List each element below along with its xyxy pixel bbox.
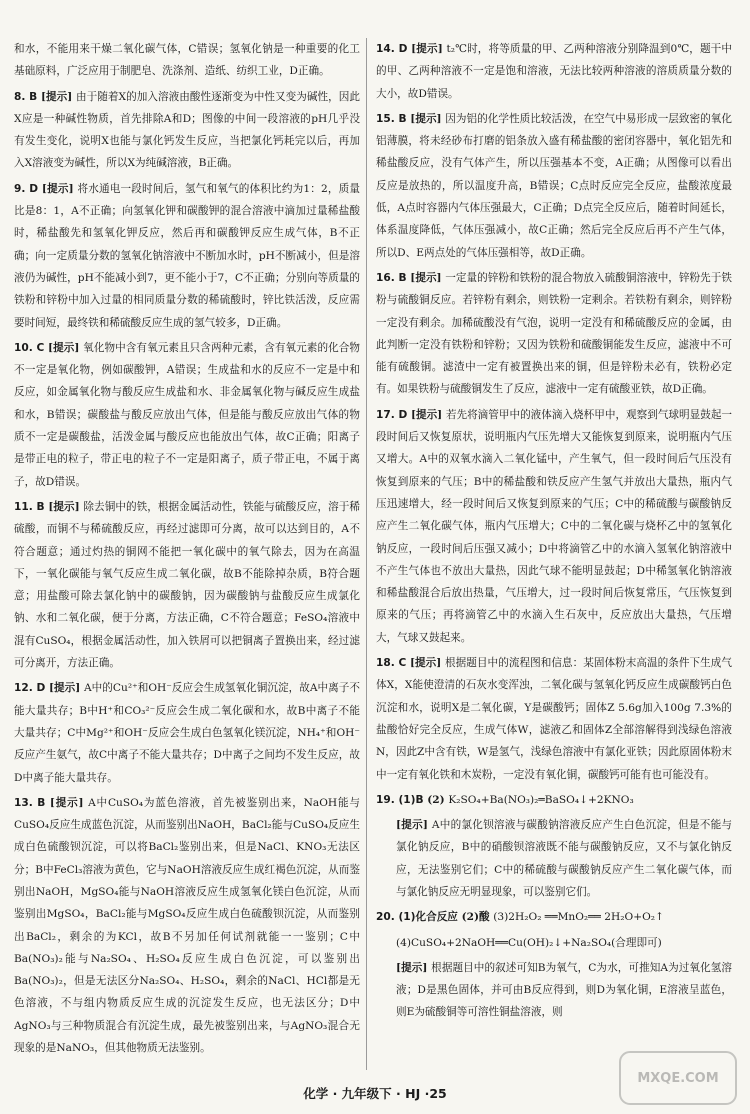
answer-text: 若先将滴管甲中的液体滴入烧杯甲中，观察到气球明显鼓起一段时间后又恢复原状，说明瓶内气压先增大又能恢复到原来，说明瓶内气压又增大。A中的双氧水滴入二氧化锰中，产生氧气，但一段时间后气压没有恢复到原来的气压；B中的稀盐酸和铁反应产生氢气并放出大量热，瓶内气压迅速增大，经一段时间后又恢复到原来的气压；C中的稀硫酸与碳酸钠反应产生二氧化碳气体，瓶内气压增大；C中的二氧化碳与烧杯乙中的氢氧化钠反应，一段时间后压强又减小；D中将滴管乙中的水滴入氢氧化钠溶液中不产生气体也不放出大量热，因此气球不能明显鼓起；D中稀氢氧化钠溶液和稀盐酸混合后放出热量，气压增大，过一段时间后恢复常压，气压恢复到原来的气压；再将滴管乙中的水滴入生石灰中，反应放出大量热，气压增大，气球又鼓起来。 bbox=[376, 408, 732, 644]
watermark-logo bbox=[618, 1048, 738, 1108]
left-intro bbox=[14, 38, 360, 83]
question-number: 12. bbox=[14, 682, 37, 695]
question-number: 8. bbox=[14, 90, 30, 103]
question-number: 19. bbox=[376, 793, 399, 806]
hint-label: [提示] bbox=[396, 961, 432, 974]
question-number: 14. bbox=[376, 43, 399, 55]
hint-label: [提示] bbox=[411, 43, 447, 55]
question-number: 15. bbox=[376, 112, 399, 125]
question-number: 10. bbox=[14, 341, 37, 354]
answer-item bbox=[376, 932, 732, 954]
answer-choice: B bbox=[29, 90, 41, 103]
hint-label: [提示] bbox=[410, 408, 446, 421]
answer-item bbox=[14, 792, 360, 1060]
answer-text: 一定量的锌粉和铁粉的混合物放入硫酸铜溶液中，锌粉先于铁粉与硫酸铜反应。若锌粉有剩余，则铁粉一定剩余。若铁粉有剩余，则锌粉一定没有剩余。加稀硫酸没有气泡，说明一定没有和稀硫酸反应的金属，由此判断一定没有铁粉和锌粉；又因为铁粉和硫酸铜能发生反应，滤液中不可能有硫酸铜。滤渣中一定有被置换出来的铜，但是锌粉未必有，铁粉必定有。如果铁粉与硫酸铜发生了反应，滤液中一定有硫酸亚铁，故D正确。 bbox=[376, 271, 732, 396]
answer-choice: (1)化合反应 bbox=[398, 911, 462, 924]
answer-text: 氧化物中含有氧元素且只含两种元素，含有氧元素的化合物不一定是氧化物，例如碳酸钾，A错误；生成盐和水的反应不一定是中和反应，如金属氧化物与酸反应生成盐和水、非金属氧化物与碱反应生成盐和水，B错误；碳酸盐与酸反应放出气体，但是能与酸反应放出气体的物质不一定是碳酸盐，活泼金属与酸反应也能放出气体，故C正确；阳离子是带正电的粒子，带正电的粒子不一定是阳离子，质子带正电，不属于离子，故D错误。 bbox=[14, 341, 360, 488]
question-number: 9. bbox=[14, 182, 30, 195]
hint-label: [提示] bbox=[410, 271, 446, 284]
hint-label: [提示] bbox=[40, 90, 76, 103]
answer-item bbox=[376, 38, 732, 105]
hint-label: [提示] bbox=[41, 182, 78, 195]
question-number: 20. bbox=[376, 911, 399, 924]
hint-label: [提示] bbox=[410, 657, 446, 670]
answer-text: A中的Cu²⁺和OH⁻反应会生成氢氧化铜沉淀，故A中离子不能大量共存；B中H⁺和CO₃²⁻反应会生成二氧化碳和水，故B中离子不能大量共存；C中Mg²⁺和OH⁻反应会生成白色氢氧化镁沉淀，NH₄⁺和OH⁻反应产生氨气，故C中离子不能大量共存；D中离子之间均不发生反应，故D中离子能大量共存。 bbox=[14, 682, 360, 784]
right-column bbox=[376, 38, 732, 1078]
column-divider bbox=[366, 38, 367, 1070]
answer-item bbox=[376, 906, 732, 928]
answer-text: 根据题目中的叙述可知B为氧气，C为水，可推知A为过氧化氢溶液；D是黑色固体，并可由B反应得到，则D为氧化铜，E溶液呈蓝色，则E为硫酸铜等可溶性铜盐溶液，则 bbox=[396, 961, 732, 1019]
answer-choice: B bbox=[37, 796, 50, 809]
answer-item bbox=[376, 267, 732, 401]
question-number: 13. bbox=[14, 796, 38, 809]
answer-text: t₂℃时，将等质量的甲、乙两种溶液分别降温到0℃，题干中的甲、乙两种溶液不一定是饱和溶液，无法比较两种溶液的溶质质量分数的大小，故D错误。 bbox=[376, 43, 732, 100]
answer-text: A中CuSO₄为蓝色溶液，首先被鉴别出来，NaOH能与CuSO₄反应生成蓝色沉淀，从而鉴别出NaOH，BaCl₂能与CuSO₄反应生成白色硫酸钡沉淀，可以将BaCl₂鉴别出来，但是NaCl、KNO₃无法区分；B中FeCl₃溶液为黄色，它与NaOH溶液反应生成红褐色沉淀，从而鉴别出NaOH，MgSO₄能与NaOH溶液反应生成氢氧化镁白色沉淀，从而鉴别出MgSO₄，BaCl₂能与MgSO₄反应生成白色硫酸钡沉淀，从而鉴别出BaCl₂，剩余的为KCl，故B不另加任何试剂就能一一鉴别；C中Ba(NO₃)₂能与Na₂SO₄、H₂SO₄反应生成白色沉淀，可以鉴别出Ba(NO₃)₂，但是无法区分Na₂SO₄、H₂SO₄，剩余的NaCl、HCl都是无色溶液，不与组内物质反应生成的沉淀发生反应，也无法区分；D中AgNO₃与三种物质混合有沉淀生成，最先被鉴别出来，与AgNO₃混合无现象的是NaNO₃，但其他物质无法鉴别。 bbox=[14, 796, 360, 1055]
answer-text: (3)2H₂O₂ ══MnO₂══ 2H₂O+O₂↑ bbox=[493, 911, 664, 924]
answer-item bbox=[14, 496, 360, 674]
answer-item bbox=[376, 957, 732, 1024]
intro-text: 和水，不能用来干燥二氧化碳气体，C错误；氢氧化钠是一种重要的化工基础原料，广泛应用于制肥皂、洗涤剂、造纸、纺织工业，D正确。 bbox=[14, 43, 360, 78]
answer-item bbox=[376, 404, 732, 649]
answer-text: 根据题目中的流程图和信息：某固体粉末高温的条件下生成气体X，X能使澄清的石灰水变浑浊，二氧化碳与氢氧化钙反应生成碳酸钙白色沉淀和水，说明X是二氧化碳，Y是碳酸钙；固体Z 5.6g加入100g 7.3%的盐酸恰好完全反应，生成气体W，滤液乙和固体Z全部溶解得到浅绿色溶液N，因此Z中含有铁，W是氢气，浅绿色溶液中有氯化亚铁；因此原固体粉末中一定有氧化铁和木炭粉，一定没有氧化铜，碳酸钙可能有也可能没有。 bbox=[376, 657, 732, 781]
answer-choice: D bbox=[398, 43, 412, 55]
hint-label: (2)酸 bbox=[461, 911, 494, 924]
answer-item bbox=[376, 108, 732, 264]
hint-label: (2) bbox=[427, 793, 449, 806]
answer-choice: B bbox=[398, 271, 411, 284]
answer-item bbox=[376, 814, 732, 903]
left-column bbox=[14, 38, 360, 1078]
answer-item bbox=[14, 337, 360, 493]
page-footer: 化学 · 九年级下 · HJ ·25 bbox=[303, 1086, 447, 1101]
svg-text:MXQE.COM: MXQE.COM bbox=[637, 1071, 719, 1086]
question-number: 18. bbox=[376, 657, 399, 670]
answer-text: 除去铜中的铁，根据金属活动性，铁能与硫酸反应，溶于稀硫酸，而铜不与稀硫酸反应，再经过滤即可分离，故可以达到目的，A不符合题意；通过灼热的铜网不能把一氧化碳中的氧气除去，因为在高温下，一氧化碳能与氧气反应生成二氧化碳，故B不能除掉杂质，B符合题意；用盐酸可除去氯化钠中的碳酸钠，因为碳酸钠与盐酸反应生成氯化钠、水和二氧化碳，便于分离，方法正确，C不符合题意；FeSO₄溶液中混有CuSO₄，根据金属活动性，加入铁屑可以把铜离子置换出来，经过滤可分离开，方法正确。 bbox=[14, 500, 360, 670]
answer-item bbox=[376, 789, 732, 811]
hint-label: [提示] bbox=[49, 796, 89, 809]
answer-choice: D bbox=[36, 682, 49, 695]
answer-text: A中的氯化钡溶液与碳酸钠溶液反应产生白色沉淀，但是不能与氯化钠反应，B中的硝酸钡溶液既不能与碳酸钠反应，又不与氯化钠反应，无法鉴别它们；C中的稀硫酸与碳酸钠反应产生二氧化碳气体，而与氯化钠反应无明显现象，可以鉴别它们。 bbox=[396, 819, 732, 898]
answer-text: 因为铝的化学性质比较活泼，在空气中易形成一层致密的氧化铝薄膜，将未经砂布打磨的铝条放入盛有稀盐酸的密闭容器中，氧化铝先和稀盐酸反应，没有气体产生，所以压强基本不变，A正确；从图像可以看出反应是放热的，所以温度升高，B错误；C点时反应完全反应，盐酸浓度最低，A点时容器内气体压强最大，C正确；D点完全反应后，随着时间延长，体系温度降低，气体压强减小，故C正确；然后完全反应后再不产生气体，所以D、E两点处的气体压强相等，故D正确。 bbox=[376, 112, 732, 259]
hint-label: [提示] bbox=[48, 341, 84, 354]
answer-choice: D bbox=[29, 182, 42, 195]
answer-text: K₂SO₄+Ba(NO₃)₂═BaSO₄↓+2KNO₃ bbox=[448, 793, 634, 806]
question-number: 16. bbox=[376, 271, 399, 284]
answer-choice: B bbox=[36, 500, 49, 513]
answer-text: 由于随着X的加入溶液由酸性逐渐变为中性又变为碱性，因此X应是一种碱性物质，首先排除A和D；图像的中间一段溶液的pH几乎没有发生变化，说明X也能与氯化钙发生反应，当把氯化钙耗完以后，再加入X溶液变为碱性，所以X为纯碱溶液，B正确。 bbox=[14, 90, 360, 170]
answer-choice: C bbox=[36, 341, 49, 354]
answer-item bbox=[14, 178, 360, 334]
answer-item bbox=[376, 652, 732, 786]
hint-label: [提示] bbox=[49, 682, 84, 695]
hint-label: [提示] bbox=[410, 112, 446, 125]
question-number: 11. bbox=[14, 500, 37, 513]
answer-text: 将水通电一段时间后，氢气和氧气的体积比约为1：2，质量比是8：1，A不正确；向氢氧化钾和碳酸钾的混合溶液中滴加过量稀盐酸时，稀盐酸先和氢氧化钾反应，然后再和碳酸钾反应生成气体，B不正确；向一定质量分数的氢氧化钠溶液中不断加水时，pH不断减小，但是溶液仍为碱性，pH不能减小到7，更不能小于7，C不正确；分别向等质量的铁粉和锌粉中加入过量的相同质量分数的稀硫酸时，锌比铁活泼，反应需要时间短，最终铁和稀硫酸反应生成的氢气较多，D正确。 bbox=[14, 182, 360, 329]
answer-item bbox=[14, 86, 360, 175]
answer-choice: C bbox=[398, 657, 410, 670]
answer-choice: (1)B bbox=[398, 793, 428, 806]
hint-label: [提示] bbox=[48, 500, 84, 513]
answer-choice: B bbox=[398, 112, 411, 125]
left-items bbox=[14, 86, 360, 1060]
answer-text: (4)CuSO₄+2NaOH══Cu(OH)₂↓+Na₂SO₄(合理即可) bbox=[396, 936, 662, 949]
hint-label: [提示] bbox=[396, 819, 432, 832]
answer-choice: D bbox=[398, 408, 411, 421]
answer-item bbox=[14, 677, 360, 788]
right-items bbox=[376, 38, 732, 1024]
question-number: 17. bbox=[376, 408, 399, 421]
